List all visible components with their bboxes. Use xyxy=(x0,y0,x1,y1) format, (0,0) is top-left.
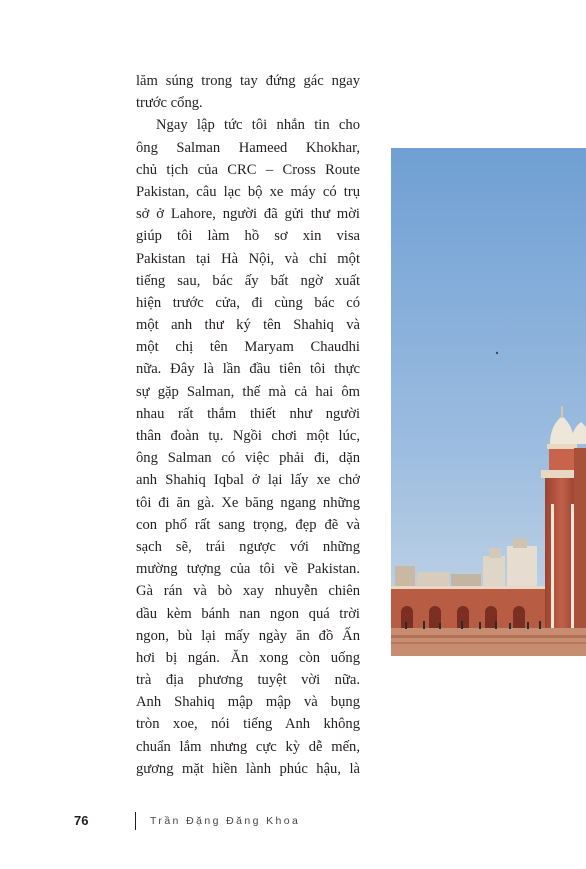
text-line: hiện trước cửa, đi cùng bác có xyxy=(136,294,360,311)
text-line: gương mặt hiền lành phúc hậu, là xyxy=(136,760,360,777)
text-line: ngon, bù lại mấy ngày ăn đồ Ấn xyxy=(136,627,360,644)
body-text xyxy=(136,70,360,780)
text-line: Ngay lập tức tôi nhắn tin cho xyxy=(156,117,360,134)
text-line: sở ở Lahore, người đã gửi thư mời xyxy=(136,206,360,223)
text-line: tiếng sau, bác ấy bất ngờ xuất xyxy=(136,272,360,289)
text-line: hơi bị ngán. Ăn xong còn uống xyxy=(136,649,360,666)
text-line: Gà rán và bò xay nhuyễn chiên xyxy=(136,583,360,600)
text-line: lăm súng trong tay đứng gác ngay xyxy=(136,73,360,89)
text-line: Pakistan tại Hà Nội, và chỉ một xyxy=(136,250,360,267)
text-line: Pakistan, câu lạc bộ xe máy có trụ xyxy=(136,183,360,200)
text-line: thân đoàn tụ. Ngồi chơi một lúc, xyxy=(136,428,360,444)
text-line: sự gặp Salman, thế mà cả hai ôm xyxy=(136,383,360,400)
mosque-photo xyxy=(391,148,586,656)
text-line: chuẩn lắm nhưng cực kỳ dễ mến, xyxy=(136,738,360,755)
text-line: ông Salman có việc phải đi, dặn xyxy=(136,450,360,467)
text-line: trà địa phương tuyệt vời nữa. xyxy=(136,672,360,689)
text-line: anh Shahiq Iqbal ở lại lấy xe chở xyxy=(136,472,360,489)
text-line: tôi đi ăn gà. Xe băng ngang những xyxy=(136,494,360,511)
text-line: nhau rất thắm thiết như người xyxy=(136,405,360,422)
footer-divider xyxy=(135,812,136,830)
text-line: tròn xoe, nói tiếng Anh không xyxy=(136,716,360,733)
text-line: chủ tịch của CRC – Cross Route xyxy=(136,161,360,178)
text-line: một chị tên Maryam Chaudhi xyxy=(136,339,360,356)
text-line: con phố rất sang trọng, đẹp đẽ và xyxy=(136,516,360,533)
text-line: một anh thư ký tên Shahiq và xyxy=(136,317,360,334)
running-author: Trần Đặng Đăng Khoa xyxy=(150,815,301,827)
text-line: Anh Shahiq mập mập và bụng xyxy=(136,694,360,711)
text-line: giúp tôi làm hồ sơ xin visa xyxy=(136,228,360,245)
text-line: sạch sẽ, trái ngược với những xyxy=(136,538,360,555)
page-number: 76 xyxy=(74,813,89,828)
text-line: ông Salman Hameed Khokhar, xyxy=(136,139,360,156)
bird xyxy=(496,352,498,354)
text-line: dầu kèm bánh nan ngon quá trời xyxy=(136,605,360,622)
mosque-illustration xyxy=(391,148,586,656)
text-line: nữa. Đây là lần đầu tiên tôi thực xyxy=(136,361,360,378)
page-footer xyxy=(0,810,586,834)
text-line: trước cổng. xyxy=(136,95,203,112)
text-line: mường tượng của tôi về Pakistan. xyxy=(136,561,360,578)
